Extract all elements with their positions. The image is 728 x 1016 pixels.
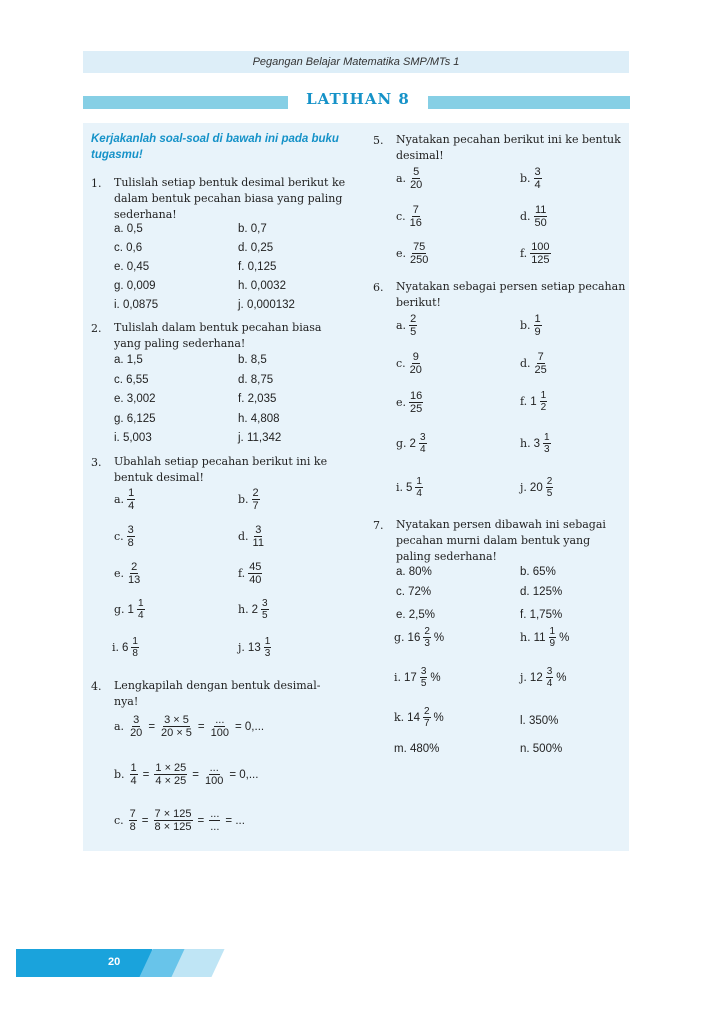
item-label: b.	[238, 492, 249, 506]
whole-number: 2	[251, 603, 258, 616]
fraction	[534, 204, 548, 229]
fraction-item	[114, 524, 135, 549]
whole-number: 3	[533, 437, 540, 450]
fraction	[549, 626, 557, 649]
fraction	[252, 524, 265, 549]
numerator: 7	[412, 204, 419, 216]
denominator: 4	[137, 610, 144, 621]
item-label: i.	[396, 480, 404, 494]
item-label: j.	[520, 480, 527, 494]
fraction	[248, 561, 262, 586]
numerator: ...	[209, 762, 219, 774]
list-item: c. 72%	[396, 586, 432, 598]
item-label: e.	[396, 395, 407, 409]
result: = ...	[225, 814, 245, 827]
fraction-item	[394, 706, 444, 729]
denominator: 7	[252, 500, 259, 512]
list-item: d. 0,25	[238, 242, 274, 254]
whole-number: 1	[530, 395, 537, 408]
fraction-item	[396, 476, 423, 499]
fraction	[409, 241, 429, 266]
fraction	[534, 351, 548, 376]
numerator: 3	[255, 524, 262, 536]
fraction	[131, 636, 139, 659]
list-item: i. 0,0875	[114, 299, 159, 311]
numerator: 1	[130, 762, 137, 774]
fraction	[127, 561, 141, 586]
equals-sign: =	[197, 720, 205, 733]
denominator: 125	[531, 254, 550, 266]
fraction-item	[396, 241, 429, 266]
list-item: g. 6,125	[114, 412, 156, 425]
item-label: i.	[112, 640, 120, 654]
fraction	[209, 808, 220, 833]
numerator: 1	[534, 313, 541, 325]
fraction-item	[238, 598, 269, 621]
q1-text: Tulislah setiap bentuk desimal berikut ke dalam bentuk pecahan biasa yang paling sederhana!	[114, 176, 346, 221]
result: = 0,...	[235, 720, 265, 733]
percent-sign: %	[433, 631, 445, 644]
whole-number: 1	[127, 603, 134, 616]
numerator: 3	[419, 432, 426, 443]
title-bar-left	[83, 96, 288, 109]
denominator: 20 × 5	[161, 727, 192, 739]
denominator: 8	[127, 537, 134, 549]
list-item: a. 80%	[396, 566, 432, 578]
fraction	[409, 166, 423, 191]
whole-number: 14	[407, 711, 420, 724]
item-label: b.	[520, 171, 531, 185]
item-label: j.	[520, 670, 527, 684]
item-label: d.	[238, 529, 249, 543]
item-label: h.	[520, 630, 531, 644]
denominator: 25	[410, 403, 423, 415]
q7-text: Nyatakan persen dibawah ini sebagai pecahan murni dalam bentuk yang paling sederhana!	[396, 518, 606, 563]
whole-number: 6	[122, 641, 129, 654]
denominator: 20	[409, 364, 422, 376]
fraction	[129, 808, 137, 833]
numerator: 3 × 5	[164, 714, 189, 726]
fraction-item	[238, 487, 260, 512]
q7-number: 7.	[373, 519, 384, 532]
q6-text: Nyatakan sebagai persen setiap pecahan berikut!	[396, 280, 626, 309]
list-item: l. 350%	[520, 715, 559, 727]
denominator: 2	[540, 402, 547, 413]
fraction-item	[520, 351, 548, 376]
denominator: 4	[534, 179, 541, 191]
numerator: 1	[137, 598, 144, 609]
numerator: 7 × 125	[154, 808, 192, 820]
item-label: h.	[520, 436, 531, 450]
numerator: 75	[413, 241, 426, 253]
equals-sign: =	[141, 814, 149, 827]
item-label: e.	[114, 566, 125, 580]
numerator: 3	[534, 166, 541, 178]
numerator: 45	[249, 561, 262, 573]
item-label: f.	[520, 394, 528, 408]
item-label: b.	[520, 318, 531, 332]
denominator: 50	[534, 217, 547, 229]
equals-sign: =	[192, 768, 199, 781]
list-item: e. 3,002	[114, 393, 156, 405]
denominator: 4 × 25	[155, 775, 187, 787]
fraction	[127, 524, 135, 549]
fraction-item	[396, 390, 423, 415]
denominator: 9	[534, 326, 541, 338]
fraction	[530, 241, 550, 266]
numerator: 3	[127, 524, 134, 536]
fraction-item	[520, 476, 553, 499]
denominator: 3	[264, 648, 271, 659]
item-label: c.	[396, 209, 406, 223]
denominator: 11	[252, 537, 264, 549]
item-label: b.	[114, 767, 125, 781]
fraction-item	[520, 626, 569, 649]
list-item: h. 4,808	[238, 412, 280, 425]
list-item: i. 5,003	[114, 432, 152, 444]
percent-sign: %	[430, 671, 441, 684]
fraction	[534, 166, 542, 191]
denominator: 5	[262, 610, 268, 621]
q2-number: 2.	[91, 322, 102, 335]
numerator: 7	[129, 808, 136, 820]
q6-number: 6.	[373, 281, 384, 294]
item-label: a.	[396, 318, 407, 332]
q3-number: 3.	[91, 456, 102, 469]
fraction	[546, 476, 554, 499]
numerator: 100	[531, 241, 550, 253]
fraction	[420, 666, 428, 689]
denominator: 4	[130, 775, 137, 787]
item-label: a.	[114, 719, 125, 733]
q5-text: Nyatakan pecahan berikut ini ke bentuk desimal!	[396, 133, 621, 162]
denominator: 16	[409, 217, 422, 229]
fraction	[264, 636, 272, 659]
item-label: k.	[394, 710, 405, 724]
numerator: ...	[210, 808, 220, 820]
fraction-item	[238, 524, 265, 549]
whole-number: 16	[407, 631, 421, 644]
fraction	[419, 432, 427, 455]
numerator: 1	[544, 432, 550, 443]
fraction	[154, 808, 193, 833]
item-label: d.	[520, 356, 531, 370]
percent-sign: %	[433, 711, 444, 724]
fraction	[252, 487, 260, 512]
fraction-item	[114, 598, 145, 621]
list-item: b. 65%	[520, 566, 556, 578]
equals-sign: =	[148, 720, 156, 733]
denominator: ...	[210, 821, 220, 833]
fraction-item	[112, 636, 139, 659]
fraction	[409, 390, 423, 415]
numerator: 3	[546, 666, 553, 677]
equation-row	[114, 808, 245, 833]
denominator: 250	[410, 254, 429, 266]
whole-number: 12	[529, 671, 543, 684]
list-item: b. 0,7	[238, 223, 267, 235]
whole-number: 20	[529, 481, 543, 494]
numerator: 5	[413, 166, 420, 178]
denominator: 7	[423, 718, 430, 729]
denominator: 5	[546, 488, 553, 499]
fraction	[543, 432, 551, 455]
fraction	[546, 666, 554, 689]
fraction	[129, 714, 143, 739]
instruction-text: Kerjakanlah soal-soal di bawah ini pada buku tugasmu!	[91, 133, 339, 161]
fraction-item	[238, 636, 271, 659]
denominator: 4	[416, 488, 422, 499]
fraction-item	[520, 166, 542, 191]
percent-sign: %	[556, 671, 567, 684]
fraction-item	[520, 241, 551, 266]
numerator: 1 × 25	[155, 762, 187, 774]
denominator: 25	[534, 364, 547, 376]
page-number: 20	[108, 956, 121, 968]
item-label: g.	[396, 436, 407, 450]
numerator: ...	[215, 714, 225, 726]
section-title: LATIHAN 8	[306, 90, 410, 108]
item-label: g.	[114, 602, 125, 616]
list-item: j. 11,342	[238, 432, 282, 444]
item-label: a.	[114, 492, 125, 506]
list-item: j. 0,000132	[238, 299, 295, 311]
list-item: m. 480%	[394, 743, 440, 755]
q4-number: 4.	[91, 680, 102, 693]
list-item: f. 0,125	[238, 261, 277, 273]
fraction-item	[520, 390, 547, 413]
fraction-item	[238, 561, 262, 586]
fraction	[409, 351, 423, 376]
list-item: f. 1,75%	[520, 609, 563, 621]
numerator: 11	[534, 204, 547, 216]
numerator: 9	[412, 351, 419, 363]
item-label: f.	[238, 566, 246, 580]
whole-number: 11	[533, 631, 546, 644]
fraction	[534, 313, 542, 338]
numerator: 7	[537, 351, 544, 363]
item-label: d.	[520, 209, 531, 223]
denominator: 100	[210, 727, 229, 739]
fraction	[137, 598, 145, 621]
list-item: e. 2,5%	[396, 609, 435, 621]
numerator: 2	[424, 626, 430, 637]
item-label: c.	[114, 813, 124, 827]
list-item: e. 0,45	[114, 261, 150, 273]
q1-number: 1.	[91, 177, 102, 190]
fraction-item	[396, 432, 427, 455]
denominator: 4	[546, 678, 553, 689]
item-label: h.	[238, 602, 249, 616]
denominator: 3	[544, 444, 550, 455]
fraction-item	[394, 666, 441, 689]
list-item: g. 0,009	[114, 280, 156, 292]
numerator: 2	[423, 706, 430, 717]
equation-row	[114, 714, 264, 739]
whole-number: 5	[406, 481, 413, 494]
item-label: c.	[114, 529, 124, 543]
numerator: 2	[546, 476, 553, 487]
item-label: c.	[396, 356, 406, 370]
fraction	[127, 487, 135, 512]
equals-sign: =	[197, 814, 205, 827]
numerator: 1	[549, 626, 556, 637]
list-item: a. 0,5	[114, 223, 143, 235]
list-item: b. 8,5	[238, 354, 267, 366]
fraction-item	[520, 204, 548, 229]
denominator: 5	[410, 326, 417, 338]
item-label: f.	[520, 246, 528, 260]
list-item: h. 0,0032	[238, 280, 286, 292]
q3-text: Ubahlah setiap pecahan berikut ini ke bentuk desimal!	[114, 455, 328, 484]
fraction	[409, 204, 423, 229]
fraction-item	[114, 487, 135, 512]
denominator: 4	[419, 444, 426, 455]
q4-text: Lengkapilah dengan bentuk desimal-nya!	[114, 679, 321, 708]
denominator: 13	[128, 574, 141, 586]
fraction-item	[394, 626, 444, 649]
list-item: n. 500%	[520, 743, 563, 755]
footer-bar	[16, 949, 152, 977]
denominator: 20	[410, 179, 423, 191]
denominator: 4	[128, 500, 135, 512]
denominator: 3	[424, 638, 430, 649]
equals-sign: =	[142, 768, 150, 781]
fraction	[423, 706, 431, 729]
q2-text: Tulislah dalam bentuk pecahan biasa yang paling sederhana!	[114, 321, 322, 350]
numerator: 2	[410, 313, 417, 325]
numerator: 16	[410, 390, 423, 402]
title-bar-right	[428, 96, 630, 109]
numerator: 2	[252, 487, 259, 499]
numerator: 1	[416, 476, 422, 487]
result: = 0,...	[229, 768, 259, 781]
fraction	[261, 598, 269, 621]
fraction-item	[396, 204, 423, 229]
numerator: 3	[262, 598, 268, 609]
fraction	[423, 626, 431, 649]
fraction	[540, 390, 548, 413]
numerator: 1	[132, 636, 138, 647]
fraction	[204, 762, 224, 787]
fraction	[415, 476, 423, 499]
item-label: g.	[394, 630, 405, 644]
list-item: c. 0,6	[114, 242, 143, 254]
fraction-item	[520, 666, 567, 689]
fraction-item	[396, 351, 423, 376]
whole-number: 2	[409, 437, 416, 450]
denominator: 5	[420, 678, 427, 689]
denominator: 40	[249, 574, 262, 586]
percent-sign: %	[559, 631, 570, 644]
fraction	[154, 762, 187, 787]
numerator: 1	[540, 390, 547, 401]
denominator: 8	[132, 648, 138, 659]
fraction-item	[520, 432, 551, 455]
fraction	[210, 714, 230, 739]
item-label: j.	[238, 640, 245, 654]
item-label: a.	[396, 171, 407, 185]
fraction	[409, 313, 417, 338]
numerator: 3	[133, 714, 140, 726]
numerator: 2	[131, 561, 138, 573]
fraction-item	[114, 561, 141, 586]
fraction	[130, 762, 138, 787]
fraction-item	[520, 313, 542, 338]
denominator: 20	[130, 727, 143, 739]
list-item: f. 2,035	[238, 393, 277, 405]
item-label: e.	[396, 246, 407, 260]
fraction-item	[396, 166, 423, 191]
list-item: d. 125%	[520, 586, 563, 598]
denominator: 8	[129, 821, 136, 833]
list-item: a. 1,5	[114, 354, 143, 366]
denominator: 100	[205, 775, 224, 787]
q5-number: 5.	[373, 134, 384, 147]
equation-row	[114, 762, 258, 787]
numerator: 3	[420, 666, 427, 677]
whole-number: 13	[247, 641, 261, 654]
running-header: Pegangan Belajar Matematika SMP/MTs 1	[83, 51, 629, 73]
numerator: 1	[128, 487, 135, 499]
denominator: 9	[549, 638, 556, 649]
list-item: d. 8,75	[238, 373, 274, 386]
fraction	[160, 714, 193, 739]
denominator: 8 × 125	[154, 821, 192, 833]
numerator: 1	[264, 636, 271, 647]
list-item: c. 6,55	[114, 373, 149, 386]
item-label: i.	[394, 670, 402, 684]
whole-number: 17	[404, 671, 417, 684]
fraction-item	[396, 313, 417, 338]
